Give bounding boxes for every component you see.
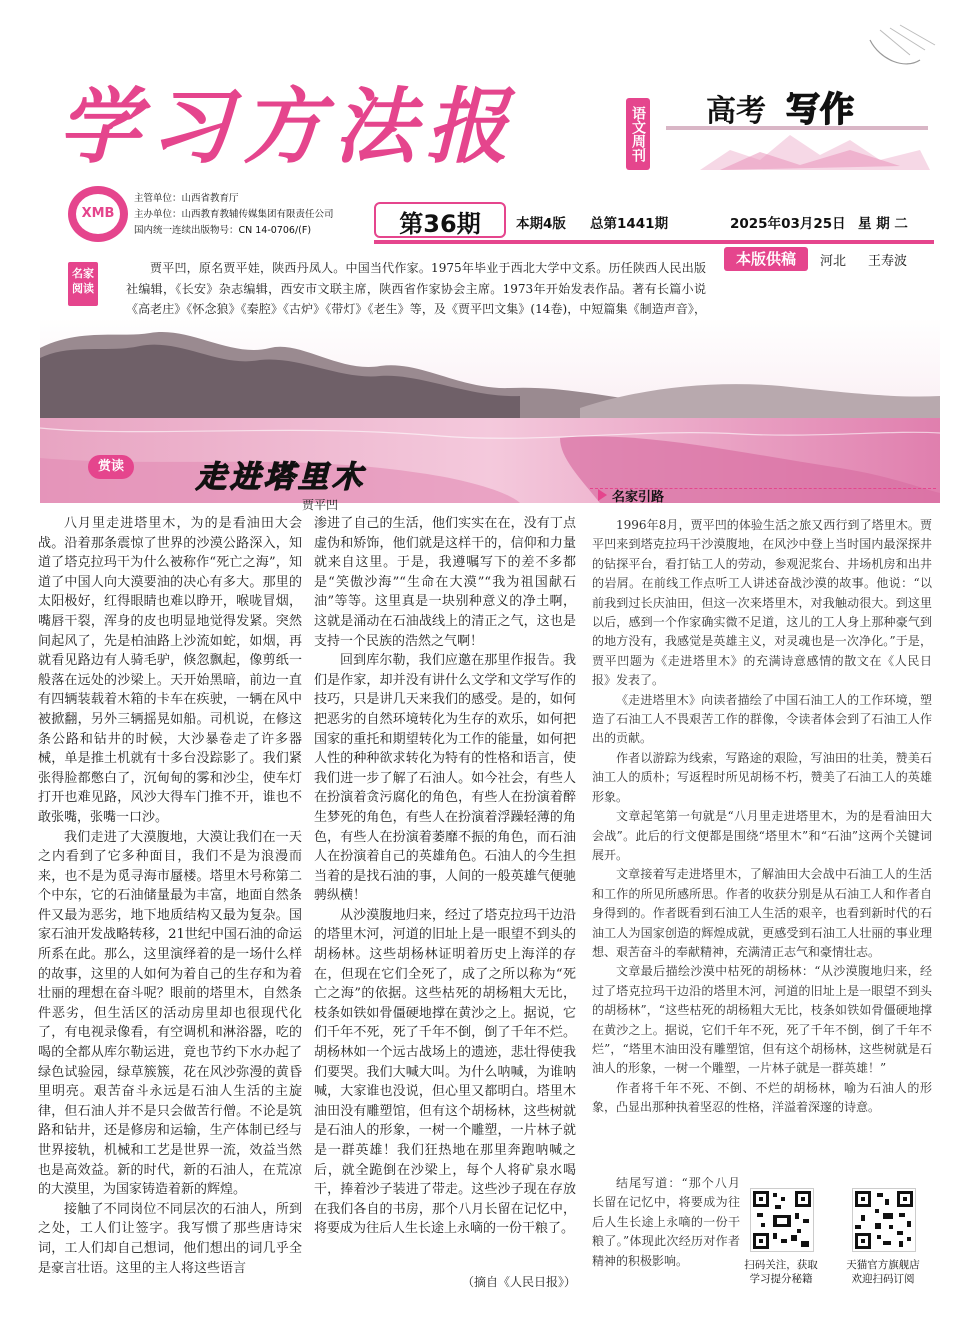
article-title: 走进塔里木: [196, 460, 366, 495]
triangle-icon: [598, 489, 607, 501]
date: 2025年03月25日: [730, 216, 846, 232]
article-column-1: [38, 514, 302, 1278]
issue-number: 第36期: [399, 210, 481, 238]
guide-paragraph: 作者以游踪为线索，写路途的艰险，写油田的壮美，赞美石油工人的质朴；写返程时所见胡杨不朽，赞美了石油工人的英雄形象。: [592, 750, 932, 804]
section-gaokao: 高考: [706, 94, 766, 129]
paragraph: 我们走进了大漠腹地，大漠让我们在一天之内看到了它多种面目，我们不是为浪漫而来，也不是为觅寻海市蜃楼。塔里木号称第二个中东，它的石油储量最为丰富，地面自然条件又最为恶劣，地下地质结构又最为复杂。国家石油开发战略转移，21世纪中国石油的命运所系在此。那么，这里演绎着的是一场什么样的故事，这里的人如何为着自己的生存和为着壮丽的理想在奋斗呢？眼前的塔里木，自然条件恶劣，但生活区的活动房里却也很现代化了，有电视录像看，有空调机和淋浴器，吃的喝的全都从库尔勒运进，竟也节约下水办起了绿色试验园，绿草簇簇，花在风沙弥漫的黄昏里明亮。艰苦奋斗永远是石油人生活的主旋律，但石油人并不是只会做苦行僧。不论是筑路和钻井，还是修房和运输，生产体制已经与世界接轨，机械和工艺是世界一流，效益当然也是高效益。新的时代，新的石油人，在荒凉的大漠里，为国家铸造着新的辉煌。: [38, 829, 302, 1198]
paragraph: 回到库尔勒，我们应邀在那里作报告。我们是作家，却并没有讲什么文学和文学写作的技巧，只是讲几天来我们的感受。是的，如何把恶劣的自然环境转化为生存的欢乐，如何把国家的重托和期望转化为工作的能量，如何把人性的种种欲求转化为特有的性格和语言，使我们进一步了解了石油人。如今社会，有些人在扮演着贪污腐化的角色，有些人在扮演着醉生梦死的角色，有些人在扮演着浮躁轻薄的角色，有些人在扮演着萎靡不振的角色，而石油人在扮演着自己的英雄角色。石油人的今生担当着的是找石油的事，人间的一般英雄气便驰骋纵横！: [314, 653, 576, 904]
reading-badge: 赏读: [88, 455, 134, 479]
paragraph: 渗进了自己的生活，他们实实在在，没有丁点虚伪和矫饰，他们就是这样干的，信仰和力量就来自这里。于是，我遵嘱写下的差不多都是“笑傲沙海”“生命在大漠”“我为祖国献石油”等等。这里真是一块别种意义的净土啊，这就是涌动在石油战线上的清正之气，这也是支持一个民族的浩然之气啊！: [314, 516, 576, 649]
qr-caption-left: 扫码关注，获取 学习提分秘籍: [744, 1259, 818, 1285]
header-rule: [374, 240, 934, 244]
section-writing: 写作: [786, 90, 854, 130]
organizer: 主办单位：山西教育教辅传媒集团有限责任公司: [134, 209, 334, 220]
weekly-tag: 语文周刊: [626, 98, 650, 170]
guide-paragraph: 文章接着写走进塔里木，了解油田大会战中石油工人的生活和工作的所见所感所思。作者的收获分别是从石油工人和作者自身得到的。作者既看到石油工人生活的艰辛，也看到新时代的石油工人为国家创造的辉煌成就，更感受到石油工人壮丽的事业理想、艰苦奋斗的奉献精神，充满清正志气和豪情壮志。: [592, 867, 932, 959]
article-author: 贾平凹: [302, 498, 339, 512]
article-source: （摘自《人民日报》）: [462, 1275, 577, 1289]
qr-icon: [853, 1189, 915, 1251]
guide-ending: [592, 1174, 740, 1271]
contributor-name: 王寿波: [868, 254, 908, 269]
guide-paragraph: 结尾写道：“那个八月长留在记忆中，将要成为往后人生长途上永嘀的一份干粮了。”体现此次经历对作者精神的积极影响。: [592, 1176, 740, 1268]
article-column-2: [314, 514, 576, 1239]
sponsor: 主管单位：山西省教育厅: [134, 193, 239, 204]
guide-column: [592, 516, 932, 1118]
guide-title: 名家引路: [612, 490, 665, 505]
guide-paragraph: 作者将千年不死、不倒、不烂的胡杨林，喻为石油人的形象，凸显出那种执着坚忍的性格，洋溢着深邃的诗意。: [592, 1080, 932, 1115]
paragraph: 八月里走进塔里木，为的是看油田大会战。沿着那条震惊了世界的沙漠公路深入，知道了塔克拉玛干为什么被称作“死亡之海”，知道了中国人向大漠要油的决心有多大。那里的太阳极好，红得眼睛也难以睁开，喉咙冒烟，嘴唇干裂，浑身的皮也明显地觉得发紧。突然间起风了，先是柏油路上沙流如蛇，如烟，再就看见路边有人骑毛驴，倏忽飘起，像剪纸一般落在远处的沙梁上。天开始黑暗，前边一直有四辆装载着木箱的卡车在疾驶，一辆在风中被掀翻，另外三辆摇晃如船。司机说，在修这条公路和钻井的时候，大沙暴卷走了许多器械，单是推土机就有十多台没踪影了。我们紧张得脸都憋白了，沉甸甸的雾和沙尘，使车灯打开也难见路，风沙大得车门推不开，谁也不敢张嘴，张嘴一口沙。: [38, 516, 302, 825]
page-count: 本期4版: [516, 216, 566, 232]
total-issue: 总第1441期: [590, 216, 669, 232]
contributor-province: 河北: [820, 254, 847, 269]
author-bio: 贾平凹，原名贾平娃，陕西丹凤人。中国当代作家。1975年毕业于西北大学中文系。历任陕西人民出版社编辑，《长安》杂志编辑，西安市文联主席，陕西省作家协会主席。1973年开始发表作品。著有长篇小说《高老庄》《怀念狼》《秦腔》《古炉》《带灯》《老生》等，及《贾平凹文集》(14卷)，中短篇集《制造声音》，: [126, 261, 706, 316]
famous-reading-label: 名家 阅读: [72, 267, 94, 295]
cn-number: 国内统一连续出版物号：CN 14-0706/(F): [134, 225, 312, 236]
qr-code-store[interactable]: [852, 1188, 916, 1252]
emblem-text: XMB: [81, 206, 115, 221]
logo: 学习方法报: [58, 79, 518, 175]
qr-icon: [751, 1189, 813, 1251]
qr-caption-right: 天猫官方旗舰店 欢迎扫码订阅: [846, 1259, 920, 1285]
weekday: 星 期 二: [858, 216, 908, 232]
desert-lake-photo: [40, 318, 940, 503]
paragraph: 接触了不同岗位不同层次的石油人，所到之处，工人们让签字。我写惯了那些唐诗宋词，工人们却自己想词，他们想出的词几乎全是豪言壮语。这里的主人将这些语言: [38, 1201, 302, 1276]
contributor-tag: 本版供稿: [724, 247, 808, 271]
guide-paragraph: 《走进塔里木》向读者描绘了中国石油工人的工作环境，塑造了石油工人不畏艰苦工作的群像，令读者体会到了石油工人作出的贡献。: [592, 692, 932, 746]
guide-paragraph: 1996年8月，贾平凹的体验生活之旅又西行到了塔里木。贾平凹来到塔克拉玛干沙漠腹地，在风沙中登上当时国内最深探井的钻探平台，看打钻工人的劳动，参观泥浆台、井场机房和出井的岩屑。在前线工作点听工人讲述奋战沙漠的故事。他说：“以前我到过长庆油田，但这一次来塔里木，对我触动很大。到这里以后，感到一个作家确实微不足道，这儿的工人身上那种豪气到的地方没有，我感觉是英雄主义，对灵魂也是一次净化。”于是，贾平凹题为《走进塔里木》的充满诗意感情的散文在《人民日报》发表了。: [592, 518, 932, 688]
guide-paragraph: 文章起笔第一句就是“八月里走进塔里木，为的是看油田大会战”。此后的行文便都是围绕“塔里木”和“石油”这两个关键词展开。: [592, 809, 932, 862]
paragraph: 从沙漠腹地归来，经过了塔克拉玛干边沿的塔里木河，河道的旧址上是一眼望不到头的胡杨林。这些胡杨林证明着历史上海洋的存在，但现在它们全死了，成了之所以称为“死亡之海”的依据。这些枯死的胡杨粗大无比，枝条如铁如骨僵硬地撑在黄沙之上。据说，它们千年不死，死了千年不倒，倒了千年不烂。胡杨林如一个远古战场上的遗迹，悲壮得使我们要哭。我们大喊大叫。为什么呐喊，为谁呐喊，大家谁也没说，但心里又都明白。塔里木油田没有雕塑馆，但有这个胡杨林，这些树就是石油人的形象，一树一个雕塑，一片林子就是一群英雄！我们狂热地在那里奔跑呐喊之后，就全跪倒在沙梁上，每个人将矿泉水喝干，捧着沙子装进了带走。这些沙子现在存放在我们各自的书房，那个八月长留在记忆中，将要成为往后人生长途上永嘀的一份干粮了。: [314, 907, 576, 1237]
guide-paragraph: 文章最后描绘沙漠中枯死的胡杨林：“从沙漠腹地归来，经过了塔克拉玛干边沿的塔里木河，河道的旧址上是一眼望不到头的胡杨林”，“这些枯死的胡杨粗大无比，枝条如铁如骨僵硬地撑在黄沙之上。据说，它们千年不死，死了千年不倒，倒了千年不烂”，“塔里木油田没有雕塑馆，但有这个胡杨林，这些树就是石油人的形象，一树一个雕塑，一片林子就是一群英雄！”: [592, 964, 932, 1076]
qr-code-wechat[interactable]: [750, 1188, 814, 1252]
famous-reading-tag: [68, 262, 98, 306]
